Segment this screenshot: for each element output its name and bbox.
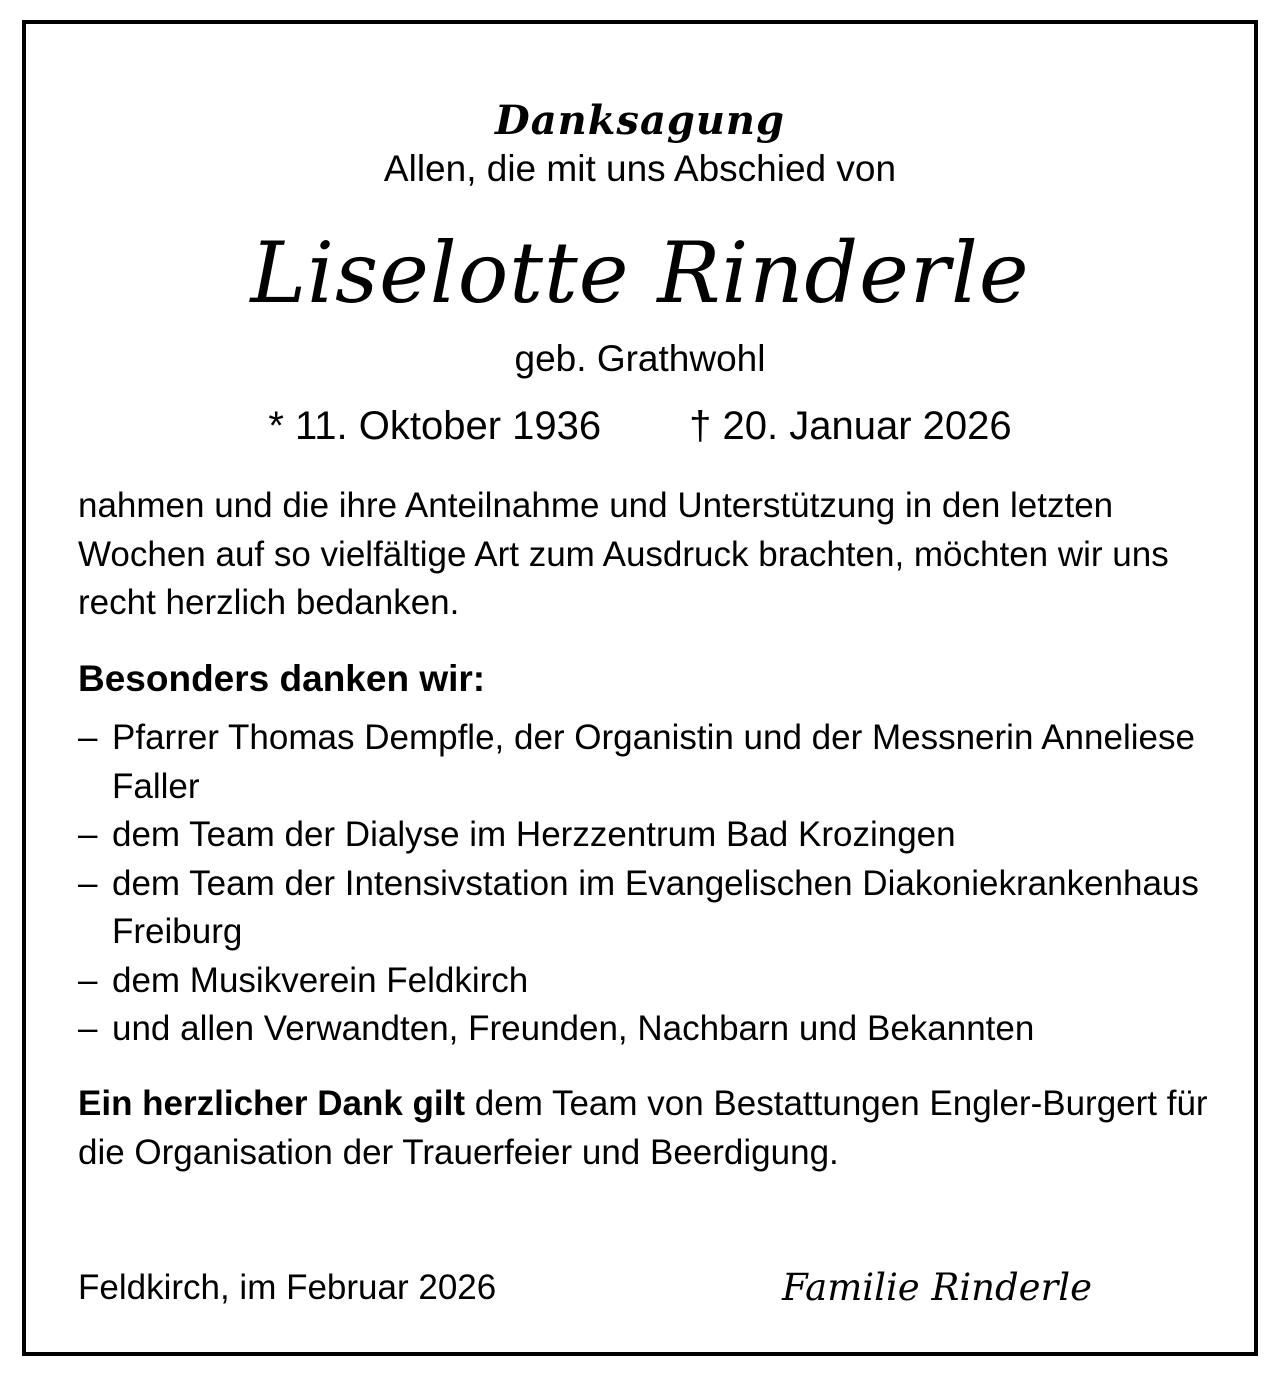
- funeral-home-thanks: [78, 1080, 1228, 1177]
- funeral-home-thanks-bold: Ein herzlicher Dank gilt: [78, 1084, 466, 1123]
- list-bullet: –: [78, 718, 98, 757]
- maiden-name: geb. Grathwohl: [514, 338, 766, 379]
- place-date: Feldkirch, im Februar 2026: [78, 1268, 497, 1307]
- list-item: – und allen Verwandten, Freunden, Nachbarn und Bekannten: [78, 1005, 1228, 1054]
- list-item: – dem Team der Dialyse im Herzzentrum Bad Krozingen: [78, 811, 1228, 860]
- life-dates: [26, 404, 1254, 449]
- list-item: – dem Team der Intensivstation im Evangelischen Diakoniekrankenhaus Freiburg: [78, 860, 1228, 957]
- list-item: – dem Musikverein Feldkirch: [78, 957, 1228, 1006]
- thanks-list: [78, 714, 1228, 1054]
- list-bullet: –: [78, 815, 98, 854]
- notice-heading: Danksagung: [495, 97, 785, 144]
- family-signature: Familie Rinderle: [782, 1266, 1092, 1309]
- funeral-home-thanks-text: dem Team von Bestattungen Engler-Burgert für die Organisation der Trauerfeier und Beerdigung.: [78, 1084, 1208, 1172]
- death-date: † 20. Januar 2026: [689, 404, 1012, 448]
- list-item: – Pfarrer Thomas Dempfle, der Organistin und der Messnerin Anneliese Faller: [78, 714, 1228, 811]
- intro-line: Allen, die mit uns Abschied von: [383, 148, 897, 189]
- list-bullet: –: [78, 863, 98, 903]
- birth-date: * 11. Oktober 1936: [268, 404, 602, 448]
- deceased-name: Liselotte Rinderle: [250, 224, 1030, 322]
- thanks-heading: Besonders danken wir:: [78, 658, 486, 699]
- list-bullet: –: [78, 960, 98, 1000]
- obituary-notice: [22, 20, 1258, 1356]
- list-bullet: –: [78, 1009, 98, 1048]
- thanks-paragraph: nahmen und die ihre Anteilnahme und Unterstützung in den letzten Wochen auf so vielfältige Art zum Ausdruck brachten, möchten wir uns recht herzlich bedanken.: [78, 486, 1169, 622]
